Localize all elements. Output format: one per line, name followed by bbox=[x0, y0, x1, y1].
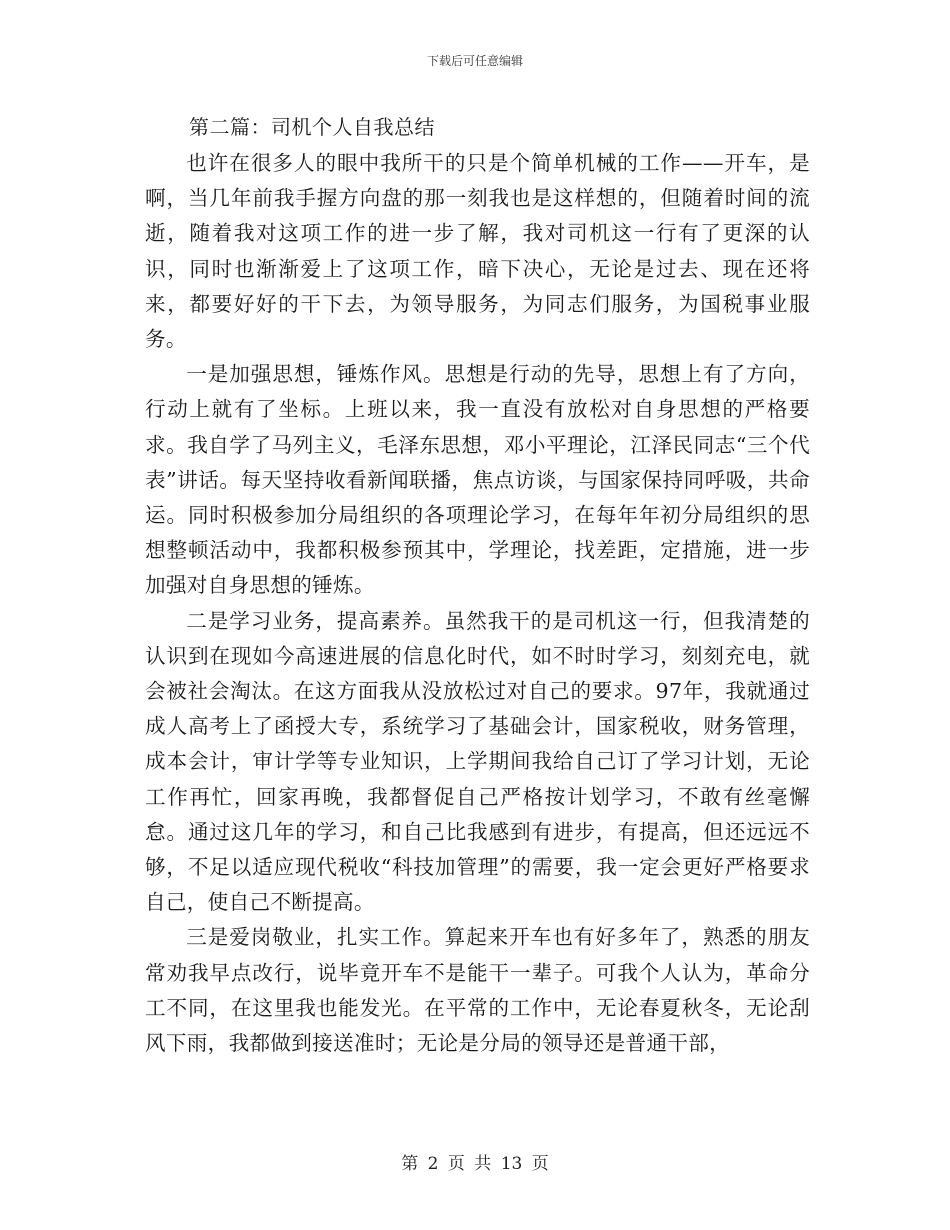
paragraph-thought: 一是加强思想，锤炼作风。思想是行动的先导，思想上有了方向，行动上就有了坐标。上班以来，我一直没有放松对自身思想的严格要求。我自学了马列主义，毛泽东思想，邓小平理论，江泽民同志“三个代表”讲话。每天坚持收看新闻联播，焦点访谈，与国家保持同呼吸，共命运。同时积极参加分局组织的各项理论学习，在每年年初分局组织的思想整顿活动中，我都积极参预其中，学理论，找差距，定措施，进一步加强对自身思想的锤炼。 bbox=[145, 362, 810, 598]
paragraph-work: 三是爱岗敬业，扎实工作。算起来开车也有好多年了，熟悉的朋友常劝我早点改行，说毕竟开车不是能干一辈子。可我个人认为，革命分工不同，在这里我也能发光。在平常的工作中，无论春夏秋冬，无论刮风下雨，我都做到接送准时；无论是分局的领导还是普通干部， bbox=[145, 925, 810, 1056]
paragraph-intro: 也许在很多人的眼中我所干的只是个简单机械的工作——开车，是啊，当几年前我手握方向盘的那一刻我也是这样想的，但随着时间的流逝，随着我对这项工作的进一步了解，我对司机这一行有了更深的认识，同时也渐渐爱上了这项工作，暗下决心，无论是过去、现在还将来，都要好好的干下去，为领导服务，为同志们服务，为国税事业服务。 bbox=[145, 151, 810, 352]
page-header: 下载后可任意编辑 bbox=[426, 54, 523, 68]
document-body bbox=[145, 109, 810, 1061]
paragraph-study: 二是学习业务，提高素养。虽然我干的是司机这一行，但我清楚的认识到在现如今高速进展的信息化时代，如不时时学习，刻刻充电，就会被社会淘汰。在这方面我从没放松过对自己的要求。97年，我就通过成人高考上了函授大专，系统学习了基础会计，国家税收，财务管理，成本会计，审计学等专业知识，上学期间我给自己订了学习计划，无论工作再忙，回家再晚，我都督促自己严格按计划学习，不敢有丝毫懈怠。通过这几年的学习，和自己比我感到有进步，有提高，但还远远不够，不足以适应现代税收“科技加管理”的需要，我一定会更好严格要求自己，使自己不断提高。 bbox=[145, 608, 810, 915]
document-title: 第二篇：司机个人自我总结 bbox=[189, 115, 435, 139]
page-number: 第 2 页 共 13 页 bbox=[401, 1154, 549, 1174]
